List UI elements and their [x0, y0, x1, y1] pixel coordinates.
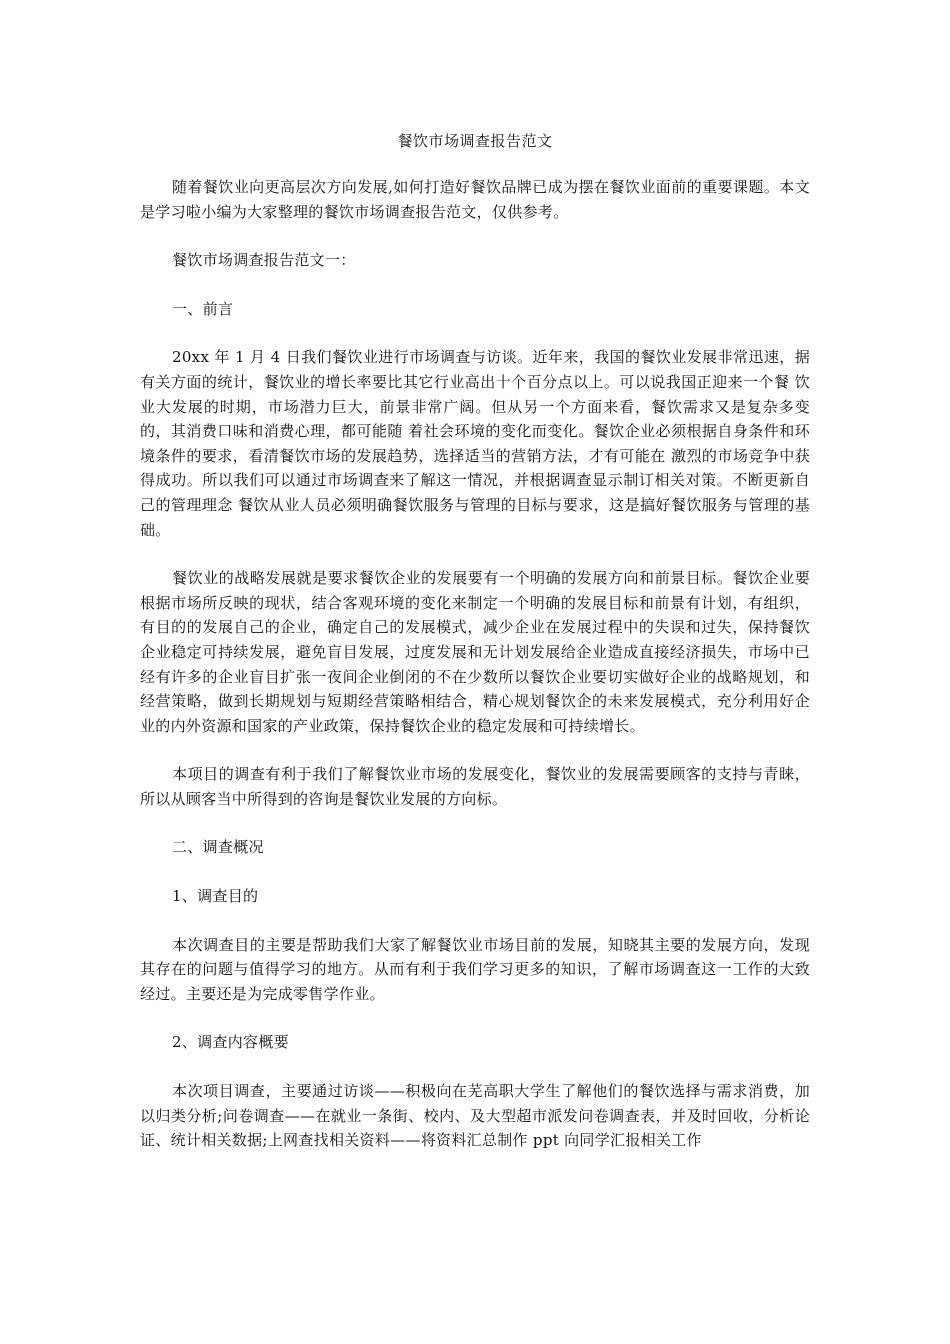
foreword-paragraph-3: 本项目的调查有利于我们了解餐饮业市场的发展变化，餐饮业的发展需要顾客的支持与青睐，所以从顾客当中所得到的咨询是餐饮业发展的方向标。 [140, 765, 810, 808]
section-heading-overview: 二、调查概况 [172, 838, 264, 857]
subsection-heading-content: 2、调查内容概要 [172, 1033, 289, 1052]
intro-paragraph: 随着餐饮业向更高层次方向发展,如何打造好餐饮品牌已成为摆在餐饮业面前的重要课题。本文是学习啦小编为大家整理的餐饮市场调查报告范文，仅供参考。 [140, 178, 810, 221]
foreword-paragraph-1: 20xx 年 1 月 4 日我们餐饮业进行市场调查与访谈。近年来，我国的餐饮业发展非常迅速，据有关方面的统计，餐饮业的增长率要比其它行业高出十个百分点以上。可以说我国正迎来一个餐 饮业大发展的时期，市场潜力巨大，前景非常广阔。但从另一个方面来看，餐饮需求又是复杂多变的，其消费口味和消费心理，都可能随 着社会环境的变化而变化。餐饮企业必须根据自身条件和环境条件的要求，看清餐饮市场的发展趋势，选择适当的营销方法，才有可能在 激烈的市场竞争中获得成功。所以我们可以通过市场调查来了解这一情况，并根据调查显示制订相关对策。不断更新自己的管理理念 餐饮从业人员必须明确餐饮服务与管理的目标与要求，这是搞好餐饮服务与管理的基础。 [140, 348, 810, 539]
document-body [140, 129, 810, 1177]
section-heading-sample-one: 餐饮市场调查报告范文一： [172, 251, 356, 270]
foreword-paragraph-2: 餐饮业的战略发展就是要求餐饮企业的发展要有一个明确的发展方向和前景目标。餐饮企业要根据市场所反映的现状，结合客观环境的变化来制定一个明确的发展目标和前景有计划，有组织，有目的的发展自己的企业，确定自己的发展模式，减少企业在发展过程中的失误和过失，保持餐饮企业稳定可持续发展，避免盲目发展，过度发展和无计划发展给企业造成直接经济损失，市场中已经有许多的企业盲目扩张一夜间企业倒闭的不在少数所以餐饮企业要切实做好企业的战略规划，和经营策略，做到长期规划与短期经营策略相结合，精心规划餐饮企的未来发展模式，充分利用好企业的内外资源和国家的产业政策，保持餐饮企业的稳定发展和可持续增长。 [140, 569, 810, 735]
purpose-paragraph: 本次调查目的主要是帮助我们大家了解餐饮业市场目前的发展，知晓其主要的发展方向，发现其存在的问题与值得学习的地方。从而有利于我们学习更多的知识，了解市场调查这一工作的大致经过。主要还是为完成零售学作业。 [140, 935, 810, 1003]
section-heading-foreword: 一、前言 [172, 299, 234, 318]
content-paragraph: 本次项目调查，主要通过访谈——积极向在芜高职大学生了解他们的餐饮选择与需求消费，加以归类分析;问卷调查——在就业一条街、校内、及大型超市派发问卷调查表，并及时回收，分析论证、统计相关数据;上网查找相关资料——将资料汇总制作 ppt 向同学汇报相关工作 [140, 1082, 810, 1150]
subsection-heading-purpose: 1、调查目的 [172, 887, 259, 906]
document-title: 餐饮市场调查报告范文 [397, 132, 553, 150]
